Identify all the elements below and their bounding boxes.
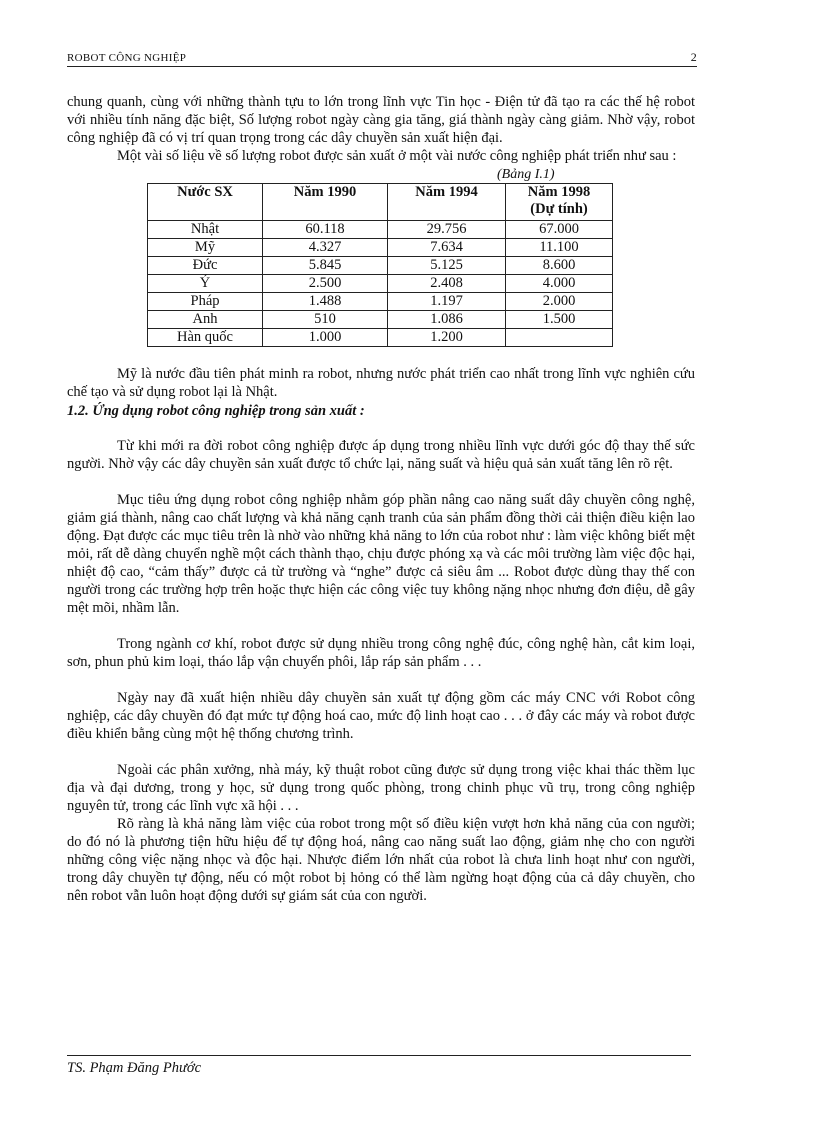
paragraph: Trong ngành cơ khí, robot được sử dụng nhiều trong công nghệ đúc, công nghệ hàn, cắt kim loại, sơn, phun phủ kim loại, tháo lắp vận chuyển phôi, lắp ráp sản phẩm . . . [67,636,695,670]
paragraph: Ngoài các phân xưởng, nhà máy, kỹ thuật robot cũng được sử dụng trong việc khai thác thềm lục địa và đại dương, trong y học, sử dụng trong quốc phòng, trong chinh phục vũ trụ, trong công nghiệp nguyên tử, trong các lĩnh vực xã hội . . . [67,762,695,814]
table-row [148,329,613,347]
table-cell: 2.500 [263,275,388,293]
table-row [148,257,613,275]
table-cell: Mỹ [148,239,263,257]
table-cell: Anh [148,311,263,329]
table-cell: 7.634 [388,239,506,257]
header-cell: Năm 1994 [388,184,506,221]
header-cell: Nước SX [148,184,263,221]
table-caption: (Bảng I.1) [497,167,555,182]
table-row [148,221,613,239]
table-cell: 1.488 [263,293,388,311]
table-cell [506,329,613,347]
table-cell: 2.408 [388,275,506,293]
table-row [148,293,613,311]
table-cell: Hàn quốc [148,329,263,347]
header-cell [506,184,613,221]
table-cell: Ý [148,275,263,293]
table-cell: 11.100 [506,239,613,257]
table-cell: Pháp [148,293,263,311]
table-cell: Nhật [148,221,263,239]
table-cell: 1.197 [388,293,506,311]
table-header-row [148,184,613,221]
page-number: 2 [690,50,697,64]
table-row [148,311,613,329]
paragraph: Một vài số liệu về số lượng robot được sản xuất ở một vài nước công nghiệp phát triển như sau : [117,148,677,164]
header-title: ROBOT CÔNG NGHIỆP [67,52,187,64]
footer-divider [67,1055,691,1056]
table-cell: 60.118 [263,221,388,239]
header-year: Năm 1998 [527,184,591,200]
page-content [67,93,695,905]
paragraph: Mục tiêu ứng dụng robot công nghiệp nhằm góp phần nâng cao năng suất dây chuyền công nghệ, giảm giá thành, nâng cao chất lượng và khả năng cạnh tranh của sản phẩm đồng thời cải thiện điều kiện lao động. Đạt được các mục tiêu trên là nhờ vào những khả năng to lớn của robot như : làm việc không biết mệt mỏi, rất dễ dàng chuyển nghề một cách thành thạo, chịu được phóng xạ và các môi trường làm việc độc hại, nhiệt độ cao, “cảm thấy” được cả từ trường và “nghe” được cả siêu âm ... Robot được dùng thay thế con người trong các trường hợp trên hoặc thực hiện các công việc tuy không nặng nhọc nhưng đơn điệu, dễ gây mệt mõi, nhầm lẫn. [67,492,695,616]
table-cell: 510 [263,311,388,329]
table-cell: 8.600 [506,257,613,275]
header-note: (Dự tính) [530,201,588,217]
table-cell: 2.000 [506,293,613,311]
paragraph: Từ khi mới ra đời robot công nghiệp được áp dụng trong nhiều lĩnh vực dưới góc độ thay thế sức người. Nhờ vậy các dây chuyền sản xuất được tổ chức lại, năng suất và hiệu quả sản xuất tăng lên rõ rệt. [67,438,695,472]
table-cell: 4.327 [263,239,388,257]
table-cell: 4.000 [506,275,613,293]
table-row [148,239,613,257]
table-cell: 5.845 [263,257,388,275]
paragraph: Rõ ràng là khả năng làm việc của robot trong một số điều kiện vượt hơn khả năng của con người; do đó nó là phương tiện hữu hiệu để tự động hoá, nâng cao năng suất lao động, giảm nhẹ cho con người những công việc nặng nhọc và độc hại. Nhược điểm lớn nhất của robot là chưa linh hoạt như con người, trong dây chuyền tự động, nếu có một robot bị hỏng có thể làm ngừng hoạt động của cả dây chuyền, cho nên robot vẫn luôn hoạt động dưới sự giám sát của con người. [67,816,695,904]
table-cell: 29.756 [388,221,506,239]
paragraph: Mỹ là nước đầu tiên phát minh ra robot, nhưng nước phát triển cao nhất trong lĩnh vực nghiên cứu chế tạo và sử dụng robot lại là Nhật. [67,366,695,400]
footer-author: TS. Phạm Đăng Phước [67,1060,202,1076]
table-cell: 1.086 [388,311,506,329]
header-cell: Năm 1990 [263,184,388,221]
table-cell: 1.200 [388,329,506,347]
table-row [148,275,613,293]
table-cell: 5.125 [388,257,506,275]
table-cell: Đức [148,257,263,275]
paragraph: Ngày nay đã xuất hiện nhiều dây chuyền sản xuất tự động gồm các máy CNC với Robot công nghiệp, các dây chuyền đó đạt mức tự động hoá cao, mức độ linh hoạt cao . . . ở đây các máy và robot được điều khiển bằng cùng một hệ thống chương trình. [67,690,695,742]
table-cell: 67.000 [506,221,613,239]
robot-production-table [147,183,613,347]
page-header [67,48,697,67]
section-title: 1.2. Ứng dụng robot công nghiệp trong sản xuất : [67,403,365,419]
table-cell: 1.500 [506,311,613,329]
table-cell: 1.000 [263,329,388,347]
paragraph: chung quanh, cùng với những thành tựu to lớn trong lĩnh vực Tin học - Điện tử đã tạo ra các thế hệ robot với nhiều tính năng đặc biệt, Số lượng robot ngày càng gia tăng, giá thành ngày càng giảm. Nhờ vậy, robot công nghiệp đã có vị trí quan trọng trong các dây chuyền sản xuất hiện đại. [67,94,695,146]
